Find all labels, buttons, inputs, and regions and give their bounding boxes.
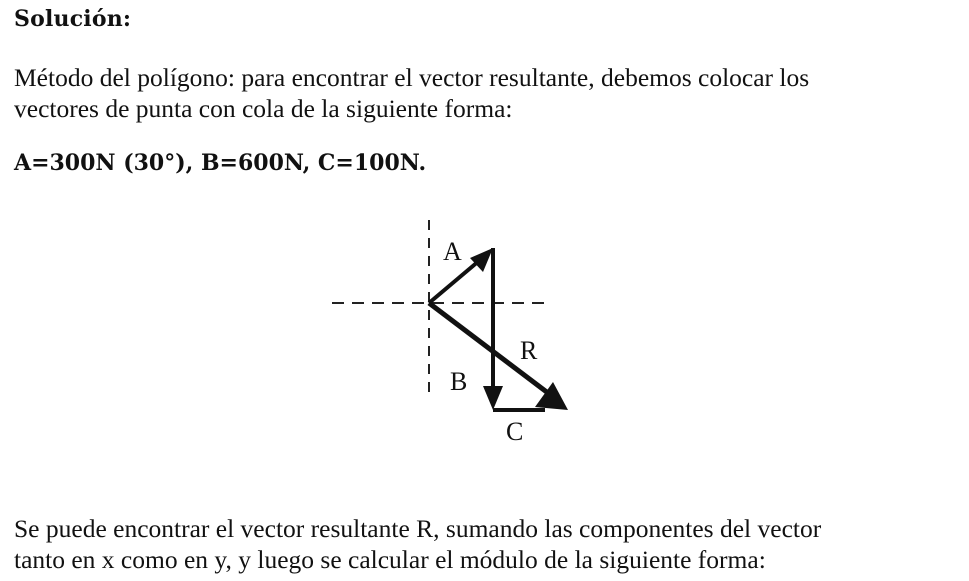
solution-heading: Solución:	[14, 6, 132, 32]
vector-a-label: A	[443, 237, 462, 266]
vector-b-label: B	[450, 367, 468, 396]
vector-r-label: R	[520, 336, 538, 365]
resultant-paragraph-line-2: tanto en x como en y, y luego se calcular el módulo de la siguiente forma:	[14, 545, 766, 574]
vector-polygon-diagram	[320, 210, 590, 450]
method-paragraph-line-1: Método del polígono: para encontrar el vector resultante, debemos colocar los	[14, 63, 810, 92]
resultant-paragraph-line-1: Se puede encontrar el vector resultante R, sumando las componentes del vector	[14, 514, 822, 543]
vector-c-label: C	[506, 417, 524, 446]
resultant-paragraph	[14, 513, 821, 575]
vector-b-arrow	[483, 248, 503, 410]
method-paragraph	[14, 62, 809, 124]
vector-values: A=300N (30°), B=600N, C=100N.	[14, 150, 427, 176]
method-paragraph-line-2: vectores de punta con cola de la siguiente forma:	[14, 94, 513, 123]
